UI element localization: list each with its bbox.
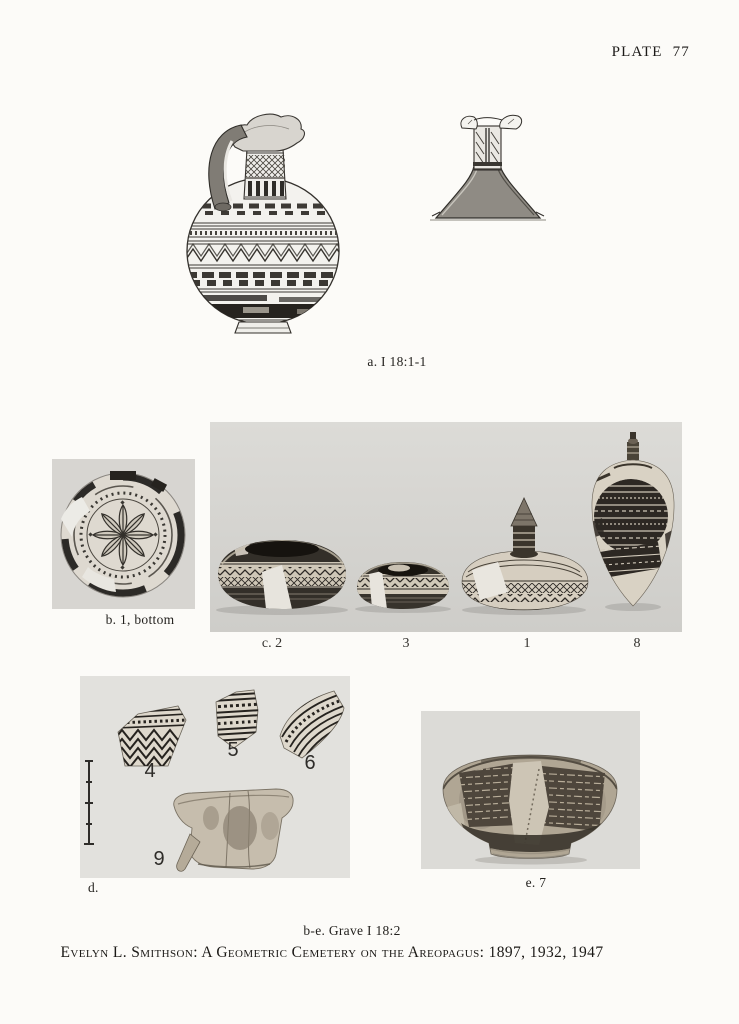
photo-e-bowl: [421, 711, 640, 869]
stand-drawing-svg: [428, 112, 548, 230]
label-sherd-5: 5: [227, 739, 239, 761]
oinochoe-drawing: [185, 103, 347, 335]
figure-d-caption: d.: [88, 880, 99, 895]
stand-drawing: [428, 112, 548, 230]
label-vessel-2: c. 2: [261, 636, 283, 651]
label-vessel-3: 3: [402, 636, 410, 651]
photo-c-grave-goods: [210, 422, 682, 632]
author-credit-line: Evelyn L. Smithson: A Geometric Cemetery on the Areopagus: 1897, 1932, 1947: [60, 944, 604, 961]
photo-b-svg: [52, 459, 195, 609]
photo-d-svg: [80, 676, 350, 878]
label-cup-9: 9: [153, 848, 165, 870]
photo-e-svg: [421, 711, 640, 869]
label-sherd-4: 4: [144, 760, 156, 782]
figure-e-caption: e. 7: [525, 875, 547, 890]
plate-number-heading: PLATE 77: [611, 44, 690, 60]
label-vessel-1: 1: [523, 636, 531, 651]
figure-a-caption: a. I 18:1-1: [367, 354, 427, 369]
label-vessel-8: 8: [633, 636, 641, 651]
figure-b-caption: b. 1, bottom: [105, 612, 175, 627]
oinochoe-drawing-svg: [185, 103, 347, 335]
grave-range-caption: b-e. Grave I 18:2: [303, 923, 401, 938]
photo-b-vessel-bottom: [52, 459, 195, 609]
label-sherd-6: 6: [304, 752, 316, 774]
photo-d-sherds: [80, 676, 350, 878]
photo-c-svg: [210, 422, 682, 632]
